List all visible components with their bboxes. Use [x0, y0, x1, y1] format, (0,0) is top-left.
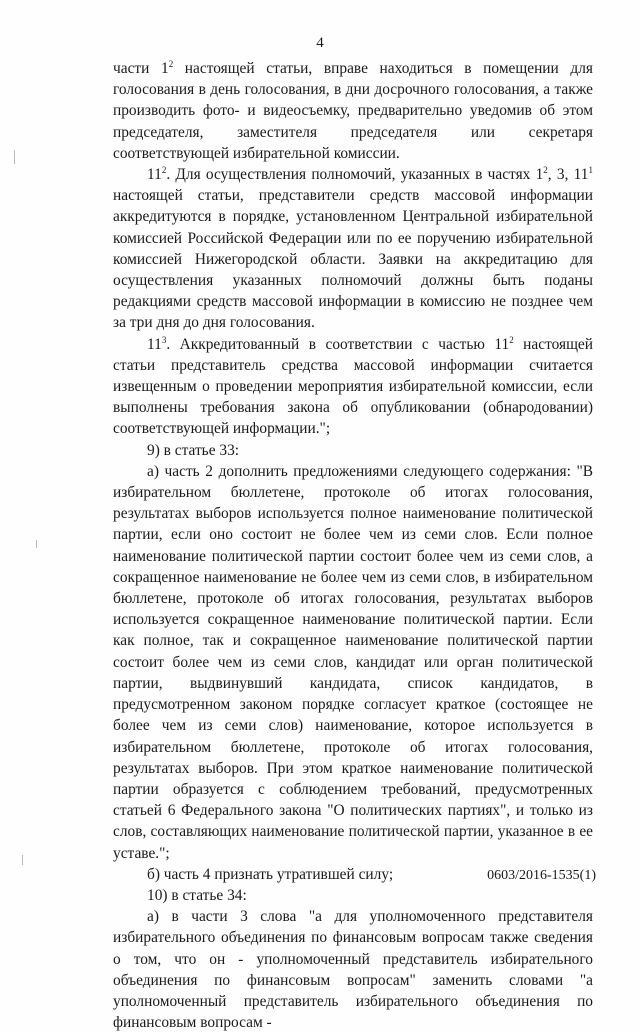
superscript: 3 — [161, 334, 167, 345]
text-run: 11 — [147, 335, 162, 353]
text-run: части 1 — [113, 60, 169, 77]
paragraph — [113, 58, 593, 164]
page-number: 4 — [316, 35, 324, 51]
scan-mark — [14, 150, 15, 164]
text-run: настоящей статьи представитель средства массовой информации считается извещенным о проведении мероприятия избирательной комиссии, если выполнены требования закона об опубликовании (обнародовании) соответствующей информации."; — [113, 335, 593, 438]
text-run: б) часть 4 признать утратившей силу; — [147, 865, 394, 883]
superscript: 1 — [588, 165, 593, 176]
text-run: а) часть 2 дополнить предложениями следующего содержания: "В избирательном бюллетене, протоколе об итогах голосования, результатах выборов используется полное наименование политической партии, если оно состоит не более чем из семи слов. Если полное наименование политической партии состоит более чем из семи слов, а сокращенное наименование не более чем из семи слов, в избирательном бюллетене, протоколе об итогах голосования, результатах выборов используется сокращенное наименование политической партии. Если как полное, так и сокращенное наименование политической партии состоит более чем из семи слов, кандидат или орган политической партии, выдвинувший кандидата, список кандидатов, в предусмотренном законом порядке согласует краткое (состоящее не более чем из семи слов) наименование, которое используется в избирательном бюллетене, протоколе об итогах голосования, результатах выборов. При этом краткое наименование политической партии образуется с соблюдением требований, предусмотренных статьей 6 Федерального закона "О политических партиях", и только из слов, составляющих наименование политической партии, указанное в ее уставе."; — [113, 462, 593, 862]
text-run: . Аккредитованный в соответствии с частью 11 — [166, 335, 510, 353]
paragraph — [113, 885, 593, 906]
superscript: 2 — [509, 334, 514, 345]
paragraph — [113, 906, 593, 1033]
scan-mark — [36, 540, 37, 548]
superscript: 2 — [168, 59, 174, 69]
paragraph — [113, 440, 593, 461]
text-run: . Для осуществления полномочий, указанных в частях 1 — [166, 166, 544, 184]
text-run: настоящей статьи, вправе находиться в помещении для голосования в день голосования, в дни досрочного голосования, а также производить фото- и видеосъемку, предварительно уведомив об этом председателя, заместителя председателя или секретаря соответствующей избирательной комиссии. — [113, 60, 593, 162]
text-run: 10) в статье 34: — [147, 886, 247, 904]
text-run: а) в части 3 слова "а для уполномоченного представителя избирательного объединения по финансовым вопросам также сведения о том, что он - уполномоченный представитель избирательного объединения по финансовым вопросам" заменить словами "а уполномоченный представитель избирательного объединения по финансовым вопросам - — [113, 908, 593, 1032]
text-run: , 3, 11 — [547, 166, 589, 184]
text-run: 11 — [147, 166, 162, 184]
document-body — [113, 58, 593, 1033]
text-run: настоящей статьи, представители средств массовой информации аккредитуются в порядке, установленном Центральной избирательной комиссией Российской Федерации или по ее поручению избирательной комиссией Нижегородской области. Заявки на аккредитацию для осуществления указанных полномочий должны быть поданы редакциями средств массовой информации в комиссию не позднее чем за три дня до дня голосования. — [113, 187, 593, 332]
paragraph — [113, 334, 593, 440]
paragraph — [113, 461, 593, 864]
superscript: 2 — [161, 165, 167, 176]
document-code: 0603/2016-1535(1) — [487, 868, 596, 883]
scan-mark — [22, 855, 23, 865]
superscript: 2 — [543, 165, 548, 176]
text-run: 9) в статье 33: — [147, 441, 240, 459]
paragraph — [113, 164, 593, 334]
